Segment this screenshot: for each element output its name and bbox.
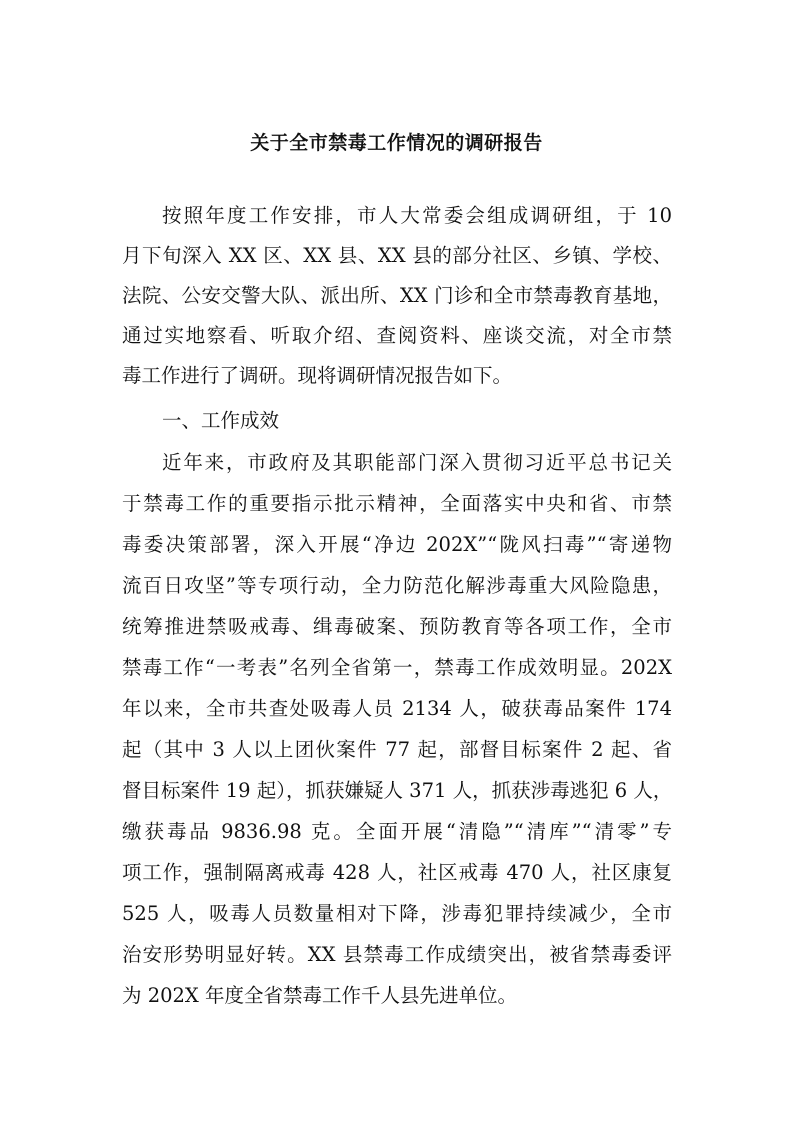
paragraph-line: 督目标案件 19 起），抓获嫌疑人 371 人，抓获涉毒逃犯 6 人， bbox=[122, 779, 673, 802]
paragraph-line: 通过实地察看、听取介绍、查阅资料、座谈交流，对全市禁 bbox=[122, 324, 672, 347]
section-heading: 一、工作成效 bbox=[162, 409, 280, 432]
paragraph-line: 按照年度工作安排，市人大常委会组成调研组，于 10 bbox=[162, 204, 672, 227]
paragraph-line: 为 202X 年度全省禁毒工作千人县先进单位。 bbox=[122, 984, 517, 1007]
paragraph-line: 禁毒工作“一考表”名列全省第一，禁毒工作成效明显。202X bbox=[122, 656, 672, 679]
paragraph-line: 起（其中 3 人以上团伙案件 77 起，部督目标案件 2 起、省 bbox=[122, 738, 672, 761]
paragraph-line: 年以来，全市共查处吸毒人员 2134 人，破获毒品案件 174 bbox=[122, 697, 672, 720]
paragraph-line: 525 人，吸毒人员数量相对下降，涉毒犯罪持续减少，全市 bbox=[122, 902, 672, 925]
paragraph-line: 治安形势明显好转。XX 县禁毒工作成绩突出，被省禁毒委评 bbox=[122, 943, 672, 966]
paragraph-line: 月下旬深入 XX 区、XX 县、XX 县的部分社区、乡镇、学校、 bbox=[122, 244, 672, 267]
paragraph-line: 近年来，市政府及其职能部门深入贯彻习近平总书记关 bbox=[162, 451, 672, 474]
paragraph-line: 统筹推进禁吸戒毒、缉毒破案、预防教育等各项工作，全市 bbox=[122, 615, 672, 638]
paragraph-line: 毒工作进行了调研。现将调研情况报告如下。 bbox=[122, 364, 513, 387]
paragraph-line: 于禁毒工作的重要指示批示精神，全面落实中央和省、市禁 bbox=[122, 492, 672, 515]
paragraph-line: 项工作，强制隔离戒毒 428 人，社区戒毒 470 人，社区康复 bbox=[122, 861, 672, 884]
paragraph-line: 法院、公安交警大队、派出所、XX 门诊和全市禁毒教育基地， bbox=[122, 284, 672, 307]
paragraph-line: 缴获毒品 9836.98 克。全面开展“清隐”“清库”“清零”专 bbox=[122, 820, 672, 843]
paragraph-line: 流百日攻坚”等专项行动，全力防范化解涉毒重大风险隐患， bbox=[122, 574, 672, 597]
paragraph-line: 毒委决策部署，深入开展“净边 202X”“陇风扫毒”“寄递物 bbox=[122, 533, 672, 556]
document-title: 关于全市禁毒工作情况的调研报告 bbox=[250, 132, 543, 154]
